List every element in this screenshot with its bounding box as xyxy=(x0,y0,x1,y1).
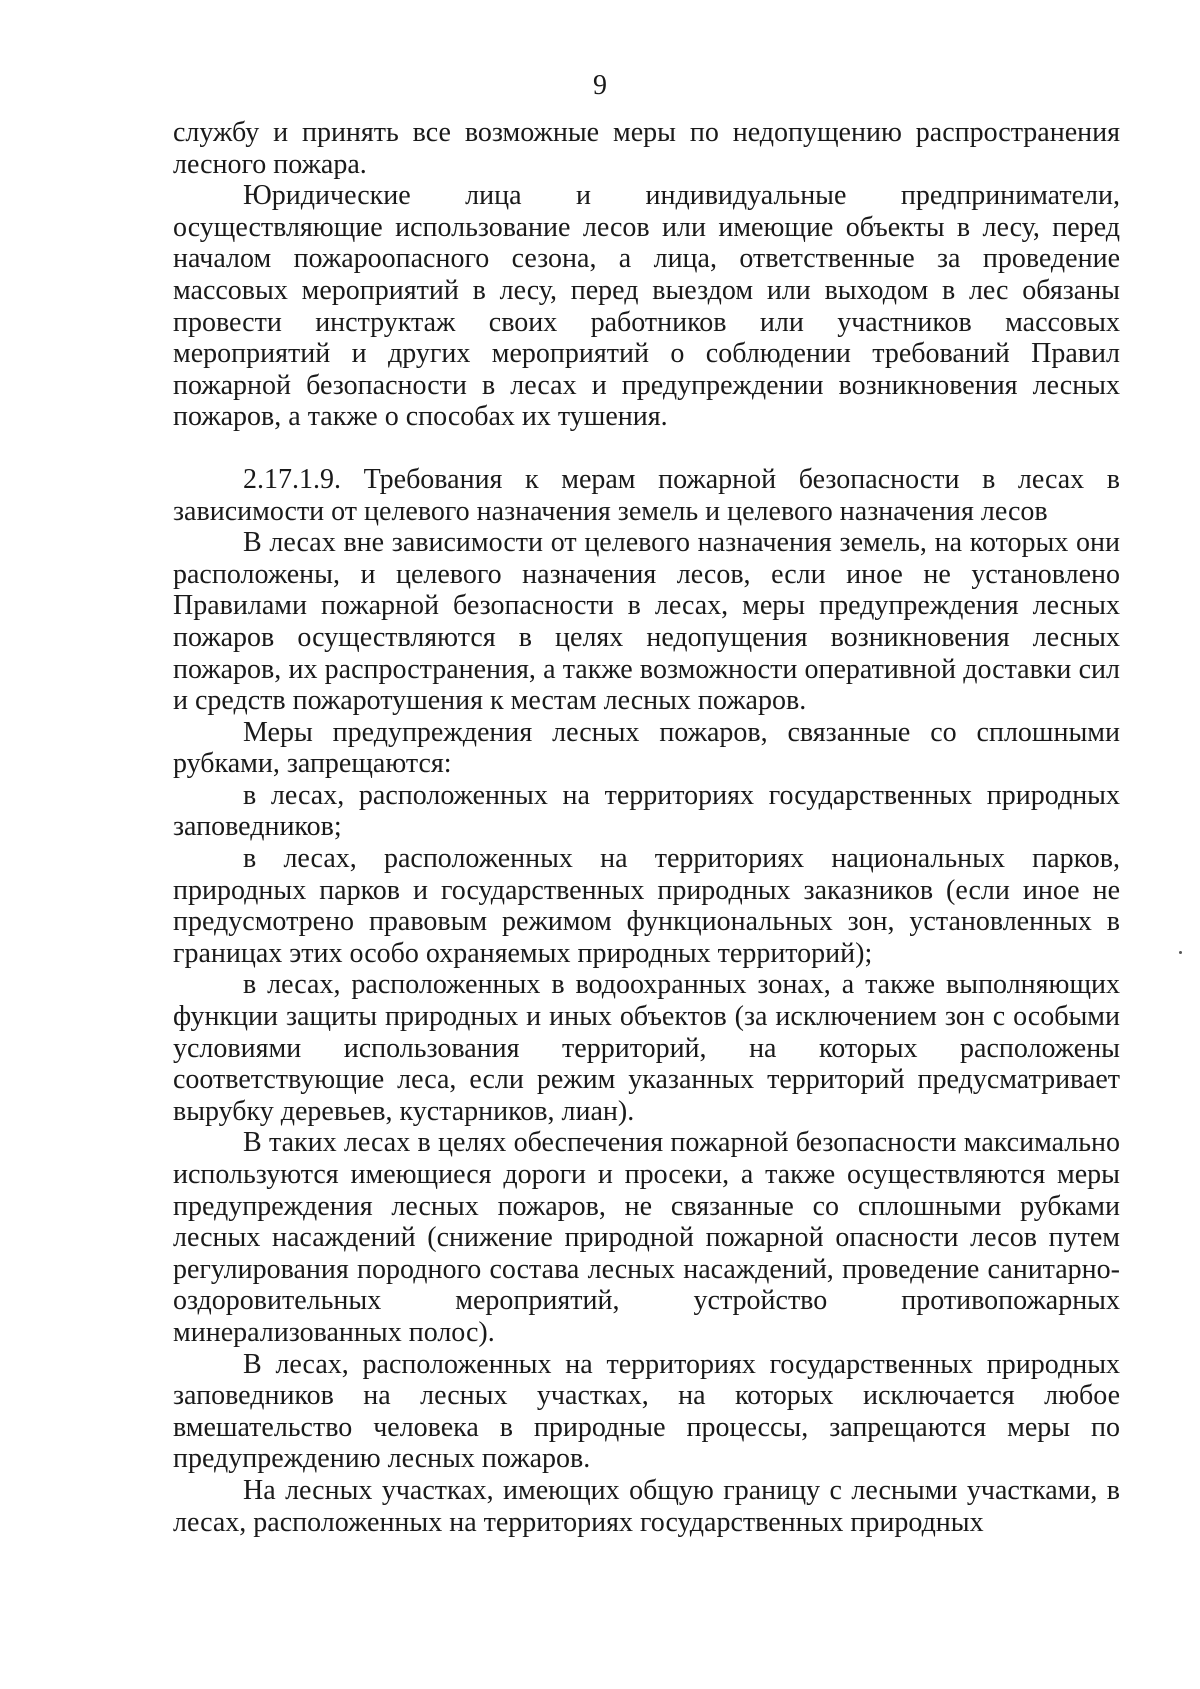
paragraph-continuation: службу и принять все возможные меры по недопущению распространения лесного пожара. xyxy=(173,117,1120,180)
list-item-water-protection-zones: в лесах, расположенных в водоохранных зонах, а также выполняющих функции защиты природных и иных объектов (за исключением зон с особыми условиями использования территорий, на которых расположены соответствующие леса, если режим указанных территорий предусматривает вырубку деревьев, кустарников, лиан). xyxy=(173,969,1120,1127)
document-body xyxy=(173,117,1120,1538)
scan-speck xyxy=(1179,951,1182,954)
section-heading-2-17-1-9: 2.17.1.9. Требования к мерам пожарной безопасности в лесах в зависимости от целевого назначения земель и целевого назначения лесов xyxy=(173,463,1120,527)
paragraph-clear-cutting-prohibited: Меры предупреждения лесных пожаров, связанные со сплошными рубками, запрещаются: xyxy=(173,716,1120,780)
list-item-reserves: в лесах, расположенных на территориях государственных природных заповедников; xyxy=(173,779,1120,843)
paragraph-reserve-plots: В лесах, расположенных на территориях государственных природных заповедников на лесных участках, на которых исключается любое вмешательство человека в природные процессы, запрещаются меры по предупреждению лесных пожаров. xyxy=(173,1348,1120,1475)
page-number: 9 xyxy=(593,70,607,101)
paragraph-common-border: На лесных участках, имеющих общую границу с лесными участками, в лесах, расположенных на территориях государственных природных xyxy=(173,1474,1120,1538)
paragraph-prevention-measures: В лесах вне зависимости от целевого назначения земель, на которых они расположены, и целевого назначения лесов, если иное не установлено Правилами пожарной безопасности в лесах, меры предупреждения лесных пожаров осуществляются в целях недопущения возникновения лесных пожаров, их распространения, а также возможности оперативной доставки сил и средств пожаротушения к местам лесных пожаров. xyxy=(173,527,1120,717)
paragraph-legal-entities-briefing: Юридические лица и индивидуальные предприниматели, осуществляющие использование лесов или имеющие объекты в лесу, перед началом пожароопасного сезона, а лица, ответственные за проведение массовых мероприятий в лесу, перед выездом или выходом в лес обязаны провести инструктаж своих работников или участников массовых мероприятий и других мероприятий о соблюдении требований Правил пожарной безопасности в лесах и предупреждении возникновения лесных пожаров, а также о способах их тушения. xyxy=(173,180,1120,433)
list-item-national-parks: в лесах, расположенных на территориях национальных парков, природных парков и государственных природных заказников (если иное не предусмотрено правовым режимом функциональных зон, установленных в границах этих особо охраняемых природных территорий); xyxy=(173,843,1120,969)
paragraph-roads-and-clearings: В таких лесах в целях обеспечения пожарной безопасности максимально используются имеющиеся дороги и просеки, а также осуществляются меры предупреждения лесных пожаров, не связанные со сплошными рубками лесных насаждений (снижение природной пожарной опасности лесов путем регулирования породного состава лесных насаждений, проведение санитарно-оздоровительных мероприятий, устройство противопожарных минерализованных полос). xyxy=(173,1127,1120,1348)
